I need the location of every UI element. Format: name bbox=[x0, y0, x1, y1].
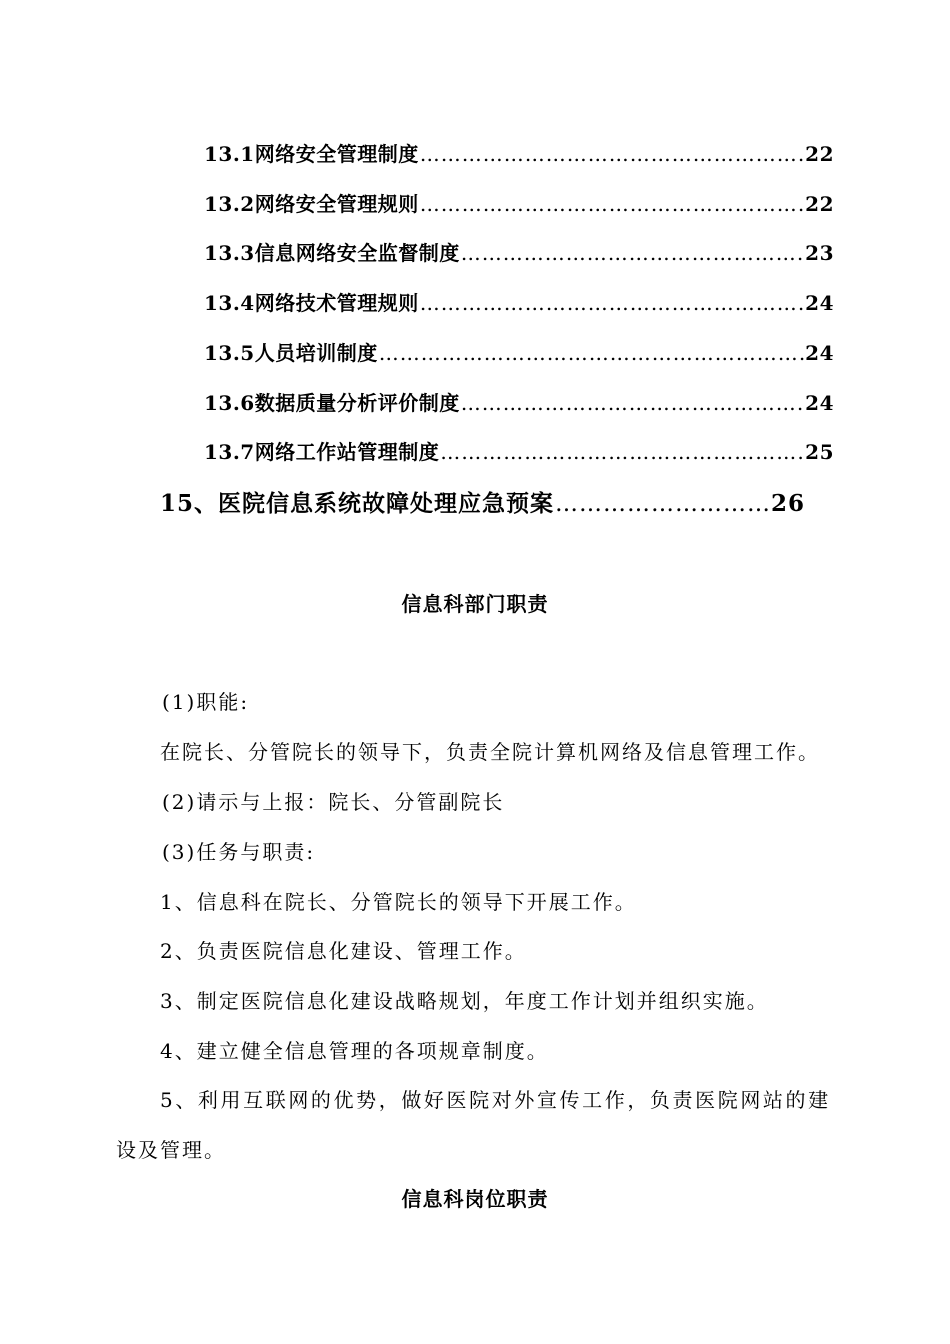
toc-item[interactable] bbox=[204, 337, 834, 366]
toc-main-item[interactable] bbox=[160, 485, 805, 518]
toc-item[interactable] bbox=[204, 436, 834, 465]
toc-leader-dots bbox=[461, 241, 804, 265]
toc-item-label: 13.3信息网络安全监督制度 bbox=[204, 241, 460, 265]
toc-item[interactable] bbox=[204, 138, 834, 167]
toc-item-page: 23 bbox=[805, 241, 834, 265]
paragraph: 1、信息科在院长、分管院长的领导下开展工作。 bbox=[160, 890, 637, 914]
toc-item-page: 26 bbox=[770, 490, 805, 517]
paragraph: 4、建立健全信息管理的各项规章制度。 bbox=[160, 1039, 549, 1063]
toc-item-page: 24 bbox=[805, 291, 834, 315]
toc-item-label: 13.5人员培训制度 bbox=[204, 341, 378, 365]
toc-item-label: 13.1网络安全管理制度 bbox=[204, 142, 419, 166]
toc-item-label: 15、医院信息系统故障处理应急预案 bbox=[160, 490, 555, 517]
toc-item[interactable] bbox=[204, 287, 834, 316]
toc-item[interactable] bbox=[204, 188, 834, 217]
toc-leader-dots bbox=[420, 291, 804, 315]
paragraph: (2)请示与上报：院长、分管副院长 bbox=[162, 790, 505, 814]
paragraph: 在院长、分管院长的领导下，负责全院计算机网络及信息管理工作。 bbox=[160, 740, 820, 764]
paragraph: 3、制定医院信息化建设战略规划，年度工作计划并组织实施。 bbox=[160, 989, 769, 1013]
toc-leader-dots bbox=[379, 341, 804, 365]
toc-item-label: 13.4网络技术管理规则 bbox=[204, 291, 419, 315]
toc-item-page: 24 bbox=[805, 341, 834, 365]
paragraph: 2、负责医院信息化建设、管理工作。 bbox=[160, 939, 527, 963]
toc-leader-dots bbox=[555, 491, 770, 517]
toc-item-page: 22 bbox=[805, 192, 834, 216]
section-title: 信息科部门职责 bbox=[401, 592, 549, 616]
toc-item-page: 25 bbox=[805, 440, 834, 464]
toc-item-label: 13.2网络安全管理规则 bbox=[204, 192, 419, 216]
toc-item[interactable] bbox=[204, 237, 834, 266]
toc-leader-dots bbox=[461, 391, 804, 415]
toc-leader-dots bbox=[420, 192, 804, 216]
toc-item-label: 13.6数据质量分析评价制度 bbox=[204, 391, 460, 415]
toc-item-page: 24 bbox=[805, 391, 834, 415]
paragraph: (3)任务与职责: bbox=[162, 840, 316, 864]
toc-item-label: 13.7网络工作站管理制度 bbox=[204, 440, 440, 464]
toc-leader-dots bbox=[440, 440, 804, 464]
toc-item-page: 22 bbox=[805, 142, 834, 166]
toc-item[interactable] bbox=[204, 387, 834, 416]
section-title: 信息科岗位职责 bbox=[401, 1187, 549, 1211]
paragraph: 设及管理。 bbox=[116, 1138, 226, 1162]
toc-leader-dots bbox=[420, 142, 804, 166]
paragraph: (1)职能: bbox=[162, 690, 250, 714]
paragraph: 5、利用互联网的优势，做好医院对外宣传工作，负责医院网站的建 bbox=[160, 1088, 831, 1112]
